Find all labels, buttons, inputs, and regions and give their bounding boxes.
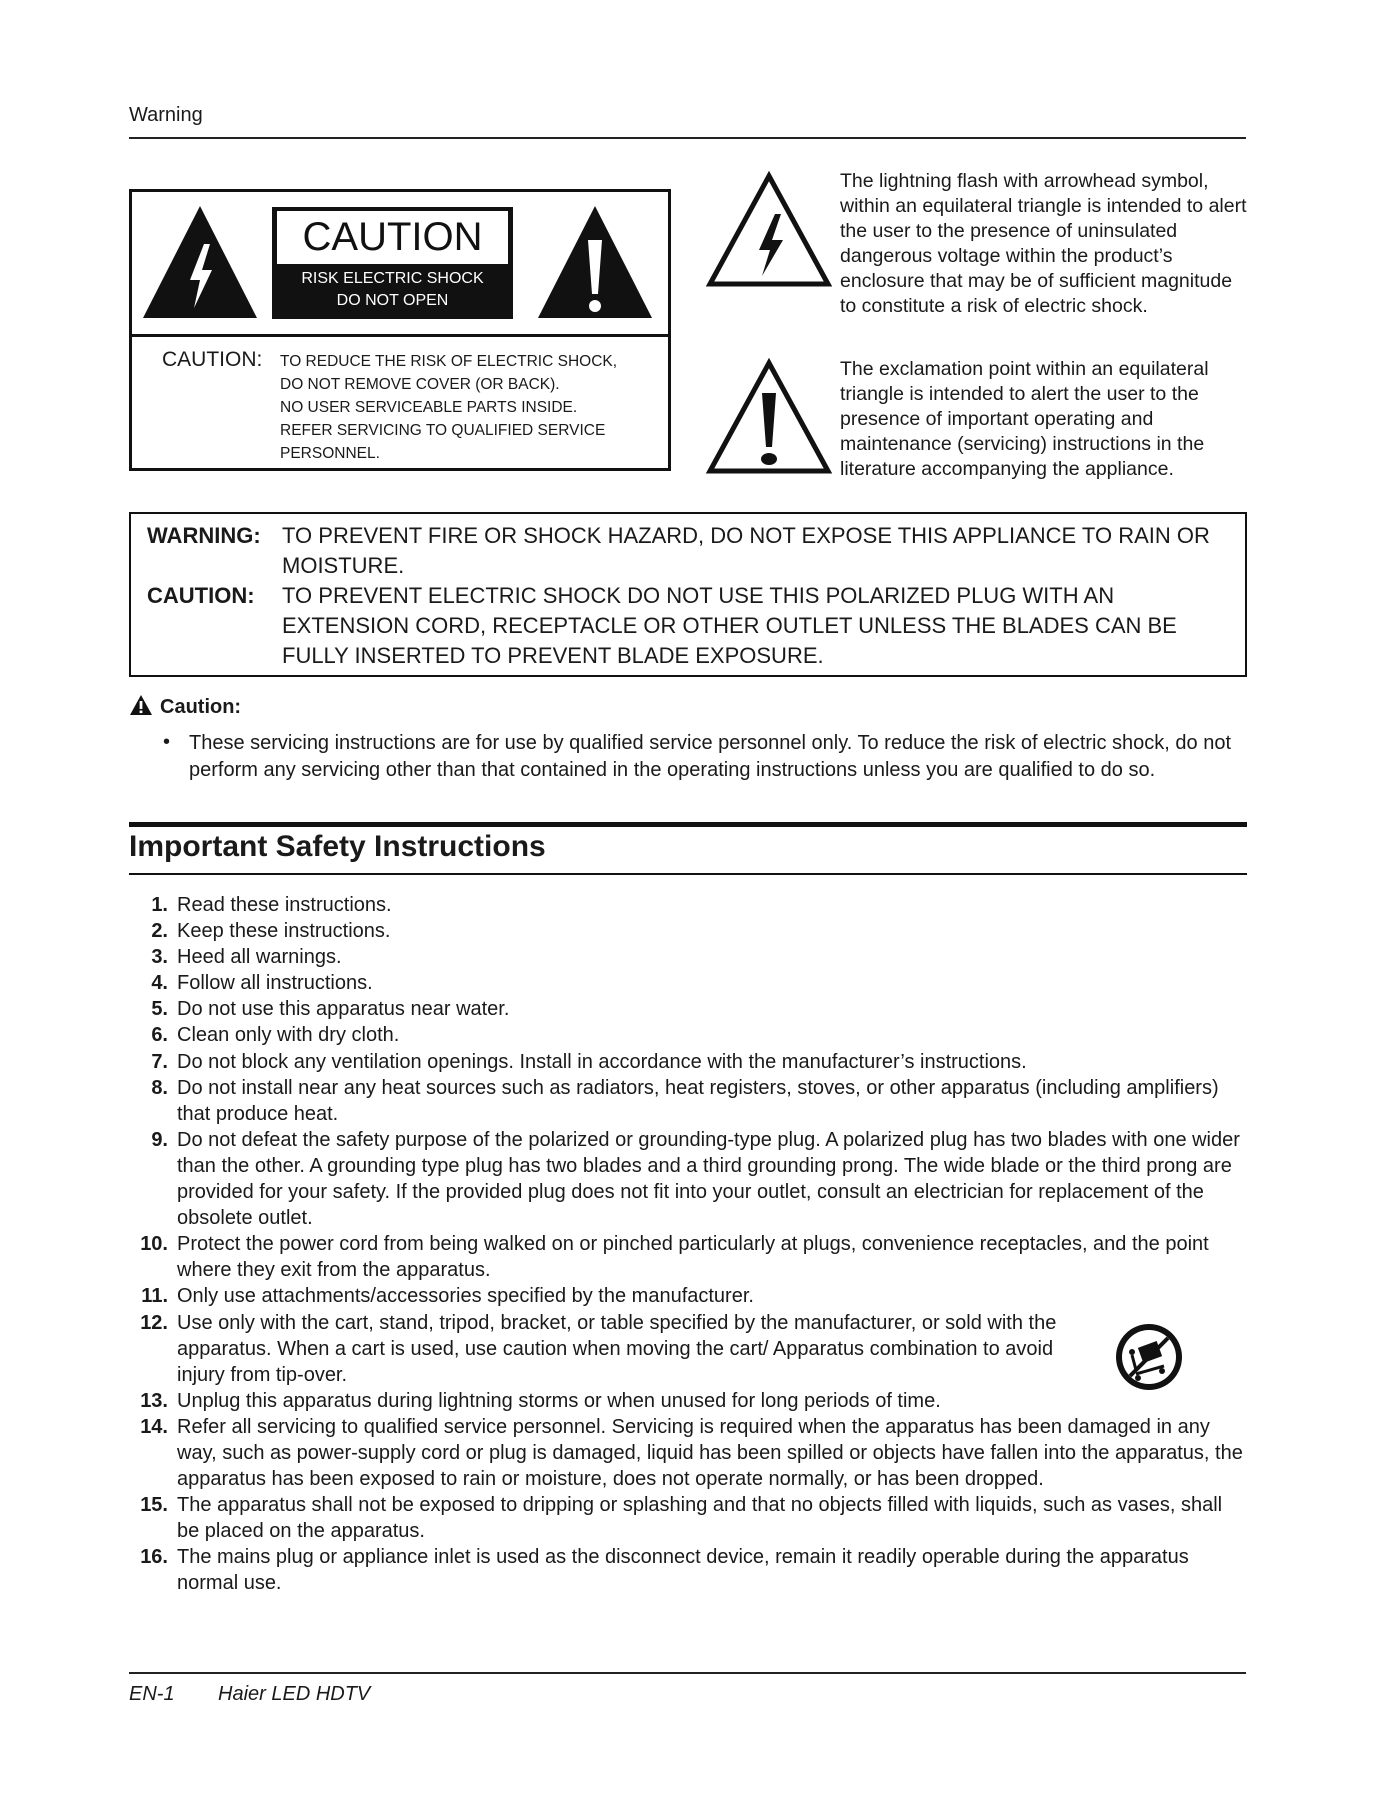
caution-small-line: NO USER SERVICEABLE PARTS INSIDE. bbox=[280, 399, 578, 416]
instruction-text: Heed all warnings. bbox=[177, 946, 342, 969]
instruction-item bbox=[129, 1283, 1249, 1309]
caution-note-text: These servicing instructions are for use by qualified service personnel only. To reduce the risk of electric shock, do not perform any servicing other than that contained in the operating instructions unless you are qualified to do so. bbox=[189, 732, 1232, 781]
caution-small-line: REFER SERVICING TO QUALIFIED SERVICE bbox=[280, 422, 606, 439]
instruction-number: 6. bbox=[151, 1024, 168, 1047]
section-rule-top bbox=[129, 822, 1247, 827]
instruction-number: 13. bbox=[140, 1389, 168, 1412]
instruction-text: Unplug this apparatus during lightning storms or when unused for long periods of time. bbox=[177, 1389, 941, 1412]
instruction-item bbox=[129, 1388, 1249, 1414]
instruction-item bbox=[129, 1414, 1249, 1492]
instruction-item bbox=[129, 1022, 1249, 1048]
instruction-number: 8. bbox=[151, 1076, 168, 1099]
instruction-item bbox=[129, 996, 1249, 1022]
lightning-symbol-icon bbox=[705, 170, 833, 290]
instruction-number: 9. bbox=[151, 1128, 168, 1151]
instruction-text: Clean only with dry cloth. bbox=[177, 1024, 400, 1047]
instruction-item bbox=[129, 970, 1249, 996]
instruction-item bbox=[129, 1492, 1249, 1544]
instruction-number: 15. bbox=[140, 1494, 168, 1517]
instruction-text: Keep these instructions. bbox=[177, 920, 391, 943]
instruction-number: 11. bbox=[141, 1285, 168, 1308]
caution-note-label: Caution: bbox=[160, 696, 242, 718]
instruction-item bbox=[129, 1231, 1249, 1283]
instruction-text: Do not use this apparatus near water. bbox=[177, 998, 510, 1021]
instruction-number: 7. bbox=[151, 1050, 168, 1073]
caution-small-text bbox=[280, 350, 660, 465]
caution-plate-title: CAUTION bbox=[277, 211, 508, 264]
instruction-item bbox=[129, 1544, 1249, 1596]
instruction-text: Do not block any ventilation openings. Install in accordance with the manufacturer’s instructions. bbox=[177, 1050, 1027, 1073]
caution-text: TO PREVENT ELECTRIC SHOCK DO NOT USE THIS POLARIZED PLUG WITH AN EXTENSION CORD, RECEPTACLE OR OTHER OUTLET UNLESS THE BLADES CAN BE FULLY INSERTED TO PREVENT BLADE EXPOSURE. bbox=[282, 583, 1177, 668]
caution-small-line: PERSONNEL. bbox=[280, 445, 380, 462]
instruction-item bbox=[129, 892, 1249, 918]
instruction-text: Protect the power cord from being walked on or pinched particularly at plugs, convenience receptacles, and the point where they exit from the apparatus. bbox=[177, 1233, 1209, 1282]
header-rule bbox=[129, 137, 1246, 139]
lightning-triangle-icon bbox=[140, 202, 260, 322]
exclamation-symbol-icon bbox=[705, 357, 833, 477]
instruction-text: Only use attachments/accessories specified by the manufacturer. bbox=[177, 1285, 754, 1308]
footer-product-name: Haier LED HDTV bbox=[218, 1683, 371, 1705]
instruction-item bbox=[129, 1049, 1249, 1075]
instruction-number: 12. bbox=[140, 1311, 168, 1334]
exclamation-triangle-icon bbox=[535, 202, 655, 322]
cart-warning-icon bbox=[1114, 1322, 1184, 1402]
section-rule-bottom bbox=[129, 873, 1247, 875]
caution-plate-line2: DO NOT OPEN bbox=[336, 292, 449, 309]
lightning-symbol-description: The lightning flash with arrowhead symbol, within an equilateral triangle is intended to alert the user to the presence of uninsulated dangerous voltage within the product’s enclosure that may be of sufficient magnitude to constitute a risk of electric shock. bbox=[840, 170, 1247, 317]
footer-rule bbox=[129, 1672, 1246, 1674]
exclamation-symbol-description: The exclamation point within an equilateral triangle is intended to alert the user to the presence of important operating and maintenance (servicing) instructions in the literature accompanying the appliance. bbox=[840, 358, 1209, 480]
instruction-item bbox=[129, 918, 1249, 944]
caution-plate-line1: RISK ELECTRIC SHOCK bbox=[301, 270, 484, 287]
bullet-icon: • bbox=[163, 731, 171, 753]
instruction-number: 2. bbox=[151, 920, 168, 943]
instruction-text: Read these instructions. bbox=[177, 894, 392, 916]
caution-small-label: CAUTION: bbox=[162, 348, 263, 371]
caution-label: CAUTION: bbox=[147, 583, 255, 608]
instruction-item bbox=[129, 1310, 1249, 1388]
instruction-item bbox=[129, 944, 1249, 970]
caution-small-line: DO NOT REMOVE COVER (OR BACK). bbox=[280, 376, 560, 393]
instruction-number: 4. bbox=[151, 972, 168, 995]
instruction-number: 1. bbox=[151, 894, 168, 916]
caution-label-divider bbox=[129, 334, 671, 337]
instruction-text: Follow all instructions. bbox=[177, 972, 373, 995]
caution-small-line: TO REDUCE THE RISK OF ELECTRIC SHOCK, bbox=[280, 353, 618, 370]
running-header: Warning bbox=[129, 104, 203, 126]
instruction-number: 10. bbox=[140, 1233, 168, 1256]
footer-page-number: EN-1 bbox=[129, 1683, 175, 1705]
instruction-item bbox=[129, 1075, 1249, 1127]
instruction-number: 14. bbox=[140, 1415, 168, 1438]
section-title: Important Safety Instructions bbox=[129, 830, 546, 863]
warning-label: WARNING: bbox=[147, 523, 261, 548]
warning-text: TO PREVENT FIRE OR SHOCK HAZARD, DO NOT EXPOSE THIS APPLIANCE TO RAIN OR MOISTURE. bbox=[282, 523, 1210, 578]
instruction-number: 16. bbox=[140, 1546, 168, 1569]
instruction-number: 3. bbox=[151, 946, 168, 969]
instruction-text: The apparatus shall not be exposed to dripping or splashing and that no objects filled with liquids, such as vases, shall be placed on the apparatus. bbox=[177, 1494, 1223, 1543]
instruction-item bbox=[129, 1127, 1249, 1231]
instruction-text: Do not defeat the safety purpose of the polarized or grounding-type plug. A polarized plug has two blades with one wider than the other. A grounding type plug has two blades and a third grounding prong. The wide blade or the third prong are provided for your safety. If the provided plug does not fit into your outlet, consult an electrician for replacement of the obsolete outlet. bbox=[177, 1128, 1240, 1230]
instruction-text: Do not install near any heat sources such as radiators, heat registers, stoves, or other apparatus (including amplifiers) that produce heat. bbox=[177, 1076, 1219, 1125]
instruction-text: Refer all servicing to qualified service personnel. Servicing is required when the apparatus has been damaged in any way, such as power-supply cord or plug is damaged, liquid has been spilled or objects have fallen into the apparatus, the apparatus has been exposed to rain or moisture, does not operate normally, or has been dropped. bbox=[177, 1415, 1243, 1491]
instruction-text: Use only with the cart, stand, tripod, bracket, or table specified by the manufacturer, or sold with the apparatus. When a cart is used, use caution when moving the cart/ Apparatus combination to avoid injury from tip-over. bbox=[177, 1311, 1057, 1386]
instruction-text: The mains plug or appliance inlet is used as the disconnect device, remain it readily operable during the apparatus normal use. bbox=[177, 1546, 1189, 1595]
instruction-number: 5. bbox=[151, 998, 168, 1021]
instruction-list bbox=[129, 892, 1249, 1597]
warning-triangle-icon bbox=[129, 694, 153, 716]
